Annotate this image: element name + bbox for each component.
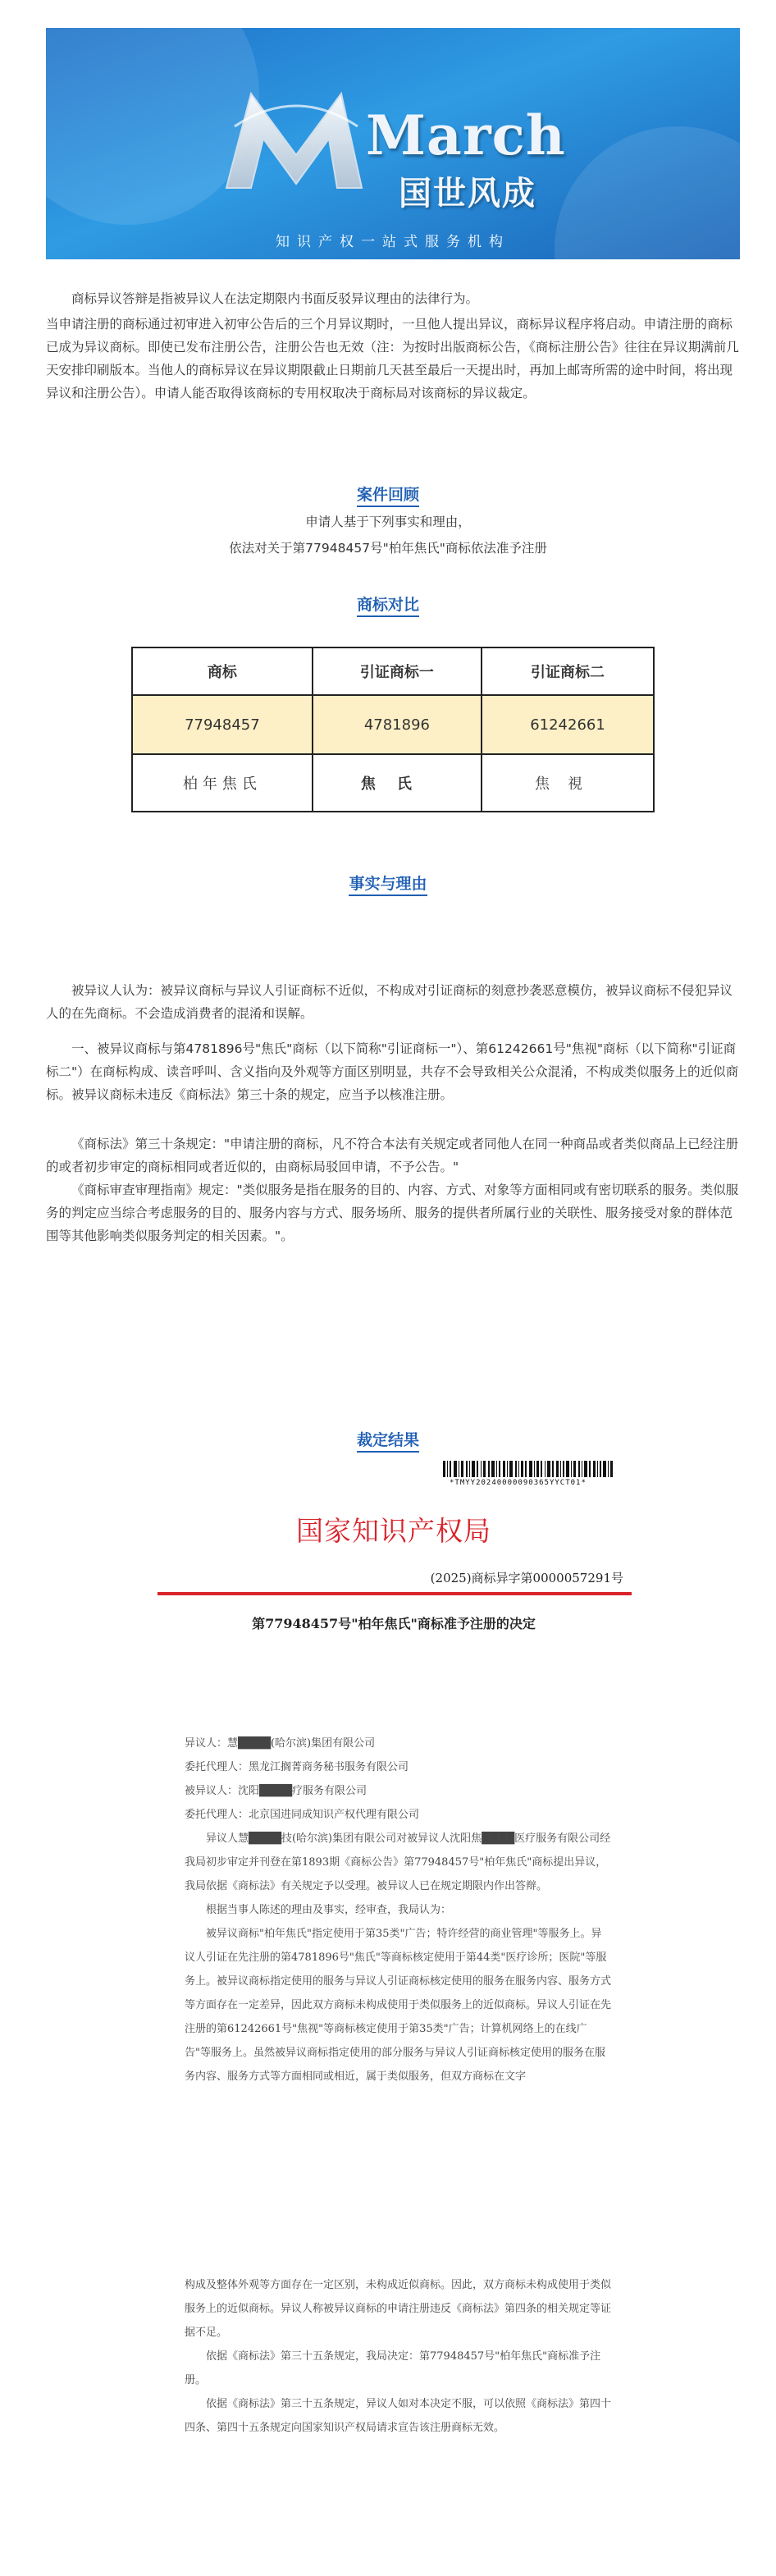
trademark-comparison-table bbox=[131, 647, 655, 812]
brand-name-english: March bbox=[366, 103, 566, 167]
decision-body-paragraph: 依据《商标法》第三十五条规定，异议人如对本决定不服，可以依照《商标法》第四十四条、第四十五条规定向国家知识产权局请求宣告该注册商标无效。 bbox=[185, 2398, 612, 2434]
case-review-line-2: 依法对关于第77948457号"柏年焦氏"商标依法准予注册 bbox=[229, 541, 547, 556]
barcode-icon bbox=[443, 1461, 615, 1477]
barcode-text: *TMYY20240000090365YYCT01* bbox=[450, 1479, 587, 1487]
authority-title: 国家知识产权局 bbox=[296, 1515, 491, 1547]
facts-heading: 事实与理由 bbox=[0, 872, 776, 896]
comparison-heading: 商标对比 bbox=[0, 593, 776, 617]
trademark-number: 77948457 bbox=[132, 695, 313, 754]
result-heading: 裁定结果 bbox=[0, 1428, 776, 1453]
trademark-image-cited-2: 焦視 bbox=[482, 754, 654, 812]
header-banner bbox=[46, 28, 740, 259]
decision-body-paragraph: 异议人慧████技(哈尔滨)集团有限公司对被异议人沈阳焦████医疗服务有限公司经我局初步审定并刊登在第1893期《商标公告》第77948457号"柏年焦氏"商标提出异议，我局依据《商标法》有关规定予以受理。被异议人已在规定期限内作出答辩。 bbox=[185, 1832, 611, 1892]
decision-body-paragraph: 构成及整体外观等方面存在一定区别，未构成近似商标。因此，双方商标未构成使用于类似服务上的近似商标。异议人称被异议商标的申请注册违反《商标法》第四条的相关规定等证据不足。 bbox=[185, 2279, 612, 2339]
decision-conclusion-block bbox=[185, 2273, 611, 2440]
table-header: 引证商标二 bbox=[482, 647, 654, 695]
document-number: (2025)商标异字第0000057291号 bbox=[430, 1571, 623, 1585]
red-divider bbox=[157, 1592, 632, 1595]
decision-body-paragraph: 被异议商标"柏年焦氏"指定使用于第35类"广告；特许经营的商业管理"等服务上。异议人引证在先注册的第4781896号"焦氏"等商标核定使用于第44类"医疗诊所；医院"等服务上。被异议商标指定使用的服务与异议人引证商标核定使用的服务在服务内容、服务方式等方面存在一定差异，因此双方商标未构成使用于类似服务上的近似商标。异议人引证在先注册的第61242661号"焦视"等商标核定使用于第35类"广告；计算机网络上的在线广告"等服务上。虽然被异议商标指定使用的部分服务与异议人引证商标核定使用的服务在服务内容、服务方式等方面相同或相近，属于类似服务，但双方商标在文字 bbox=[185, 1928, 612, 2083]
decision-body-paragraph: 依据《商标法》第三十五条规定，我局决定：第77948457号"柏年焦氏"商标准予注册。 bbox=[185, 2350, 601, 2386]
facts-paragraph-2: 一、被异议商标与第4781896号"焦氏"商标（以下简称"引证商标一"）、第61242661号"焦视"商标（以下简称"引证商标二"）在商标构成、读音呼叫、含义指向及外观等方面区别明显，共存不会导致相关公众混淆，不构成类似服务上的近似商标。被异议商标未违反《商标法》第三十条的规定，应当予以核准注册。 bbox=[46, 1041, 739, 1102]
parties-block bbox=[185, 1732, 611, 2089]
intro-paragraph-2: 当申请注册的商标通过初审进入初审公告后的三个月异议期时，一旦他人提出异议，商标异议程序将启动。申请注册的商标已成为异议商标。即使已发布注册公告，注册公告也无效（注：为按时出版商标公告，《商标注册公告》往往在异议期满前几天安排印刷版本。当他人的商标异议在异议期限截止日期前几天甚至最后一天提出时，再加上邮寄所需的途中时间，将出现异议和注册公告）。申请人能否取得该商标的专用权取决于商标局对该商标的异议裁定。 bbox=[46, 317, 739, 400]
decision-title: 第77948457号"柏年焦氏"商标准予注册的决定 bbox=[252, 1616, 536, 1631]
party-line: 委托代理人：北京国进同成知识产权代理有限公司 bbox=[185, 1809, 420, 1821]
banner-slogan: 知识产权一站式服务机构 bbox=[276, 234, 510, 250]
case-review-heading: 案件回顾 bbox=[0, 483, 776, 507]
brand-name-chinese: 国世风成 bbox=[399, 175, 536, 213]
table-header: 引证商标一 bbox=[313, 647, 482, 695]
party-line: 委托代理人：黑龙江搁菁商务秘书服务有限公司 bbox=[185, 1761, 409, 1773]
decision-document bbox=[148, 1461, 640, 2478]
trademark-number: 61242661 bbox=[482, 695, 654, 754]
facts-paragraph-3: 《商标法》第三十条规定："申请注册的商标，凡不符合本法有关规定或者同他人在同一种商品或者类似商品上已经注册的或者初步审定的商标相同或者近似的，由商标局驳回申请，不予公告。" bbox=[46, 1137, 739, 1174]
trademark-image-opposed: 柏年焦氏 bbox=[132, 754, 313, 812]
party-line: 被异议人：沈阳████疗服务有限公司 bbox=[185, 1785, 367, 1797]
facts-paragraph-1: 被异议人认为：被异议商标与异议人引证商标不近似，不构成对引证商标的刻意抄袭恶意模仿，被异议商标不侵犯异议人的在先商标。不会造成消费者的混淆和误解。 bbox=[46, 983, 733, 1021]
trademark-number: 4781896 bbox=[313, 695, 482, 754]
party-line: 异议人：慧████(哈尔滨)集团有限公司 bbox=[185, 1737, 376, 1750]
facts-paragraph-4: 《商标审查审理指南》规定："类似服务是指在服务的目的、内容、方式、对象等方面相同或有密切联系的服务。类似服务的判定应当综合考虑服务的目的、服务内容与方式、服务场所、服务的提供者所属行业的关联性、服务接受对象的群体范围等其他影响类似服务判定的相关因素。"。 bbox=[46, 1183, 739, 1243]
trademark-image-cited-1: 焦氏 bbox=[313, 754, 482, 812]
decision-body-paragraph: 根据当事人陈述的理由及事实，经审查，我局认为： bbox=[206, 1904, 452, 1916]
case-review-line-1: 申请人基于下列事实和理由， bbox=[305, 515, 471, 529]
table-header: 商标 bbox=[132, 647, 313, 695]
intro-paragraph-1: 商标异议答辩是指被异议人在法定期限内书面反驳异议理由的法律行为。 bbox=[71, 291, 479, 306]
